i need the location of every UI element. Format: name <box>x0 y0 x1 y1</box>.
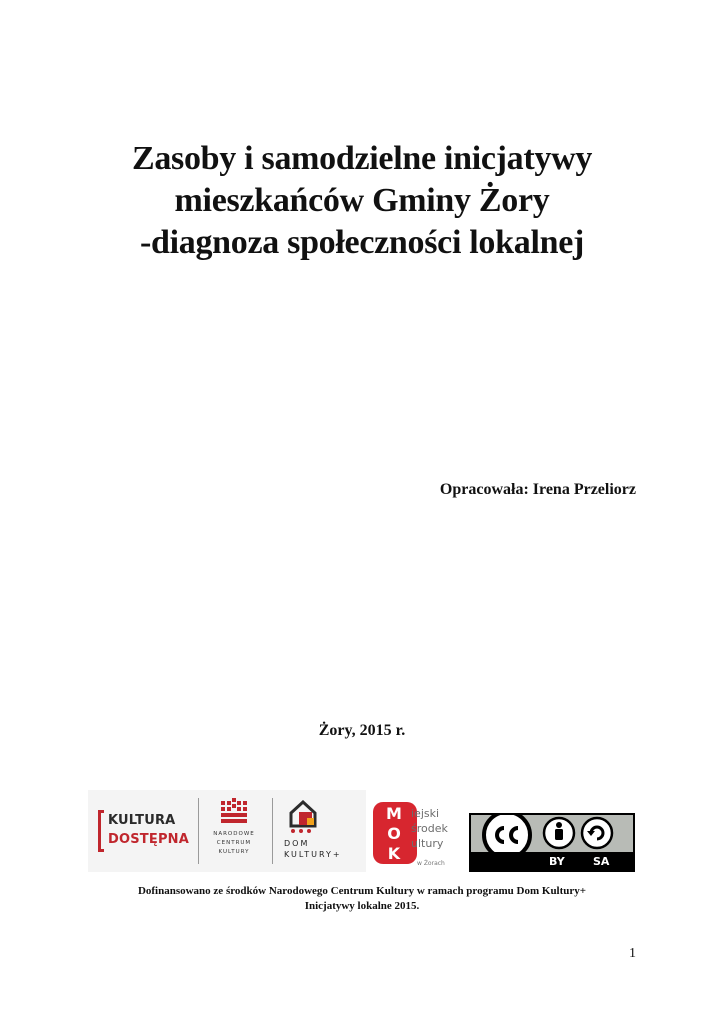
cc-by-label: BY <box>549 855 565 868</box>
funding-line-1: Dofinansowano ze środków Narodowego Centrum Kultury w ramach programu Dom Kultury+ <box>137 885 587 897</box>
mok-word-2: środek <box>411 822 448 835</box>
nck-logo <box>204 798 264 868</box>
bracket-icon <box>98 810 104 852</box>
dk-line-2: KULTURY+ <box>284 850 342 859</box>
logo-divider <box>272 798 273 864</box>
kultura-logo-line-1: KULTURA <box>108 813 176 828</box>
nck-line-3: KULTURY <box>218 849 250 855</box>
dk-line-1: DOM <box>284 839 310 848</box>
house-icon <box>288 800 318 828</box>
mok-word-3: ultury <box>411 837 444 850</box>
title-line-3: -diagnoza społeczności lokalnej <box>139 224 585 261</box>
cc-badge-top <box>471 815 633 852</box>
by-person-icon <box>544 818 574 848</box>
cc-sa-label: SA <box>593 855 610 868</box>
document-title <box>60 138 664 264</box>
author-credit: Opracowała: Irena Przeliorz <box>439 481 636 498</box>
mok-logo <box>371 800 465 870</box>
program-logo-group <box>88 790 366 872</box>
cc-license-labels <box>539 854 633 870</box>
mok-word-1: iejski <box>411 807 440 820</box>
dom-kultury-logo <box>284 800 356 866</box>
nck-line-2: CENTRUM <box>216 840 252 846</box>
sponsor-logos <box>88 790 648 872</box>
mok-letter-m: M <box>386 804 402 823</box>
cc-by-sa-badge <box>469 813 635 872</box>
cc-icons <box>471 815 633 852</box>
funding-line-2: Inicjatywy lokalne 2015. <box>304 900 420 912</box>
dots-icon <box>288 828 318 834</box>
mok-letter-o: O <box>387 824 401 843</box>
mok-letters <box>383 804 405 864</box>
mok-letter-k: K <box>387 844 401 863</box>
logo-divider <box>198 798 199 864</box>
nck-line-1: NARODOWE <box>213 831 255 837</box>
kultura-logo-line-2: DOSTĘPNA <box>108 832 190 847</box>
crown-icon <box>219 798 249 828</box>
place-and-date: Żory, 2015 r. <box>318 722 406 739</box>
title-line-2: mieszkańców Gminy Żory <box>174 182 550 219</box>
title-line-1: Zasoby i samodzielne inicjatywy <box>131 140 593 177</box>
page-number: 1 <box>629 946 636 961</box>
cc-icon <box>484 815 530 852</box>
mok-city: w Żorach <box>417 860 445 867</box>
mok-words <box>411 806 448 851</box>
sa-share-alike-icon <box>582 818 612 848</box>
funding-note <box>60 884 664 914</box>
kultura-dostepna-logo <box>98 810 190 852</box>
